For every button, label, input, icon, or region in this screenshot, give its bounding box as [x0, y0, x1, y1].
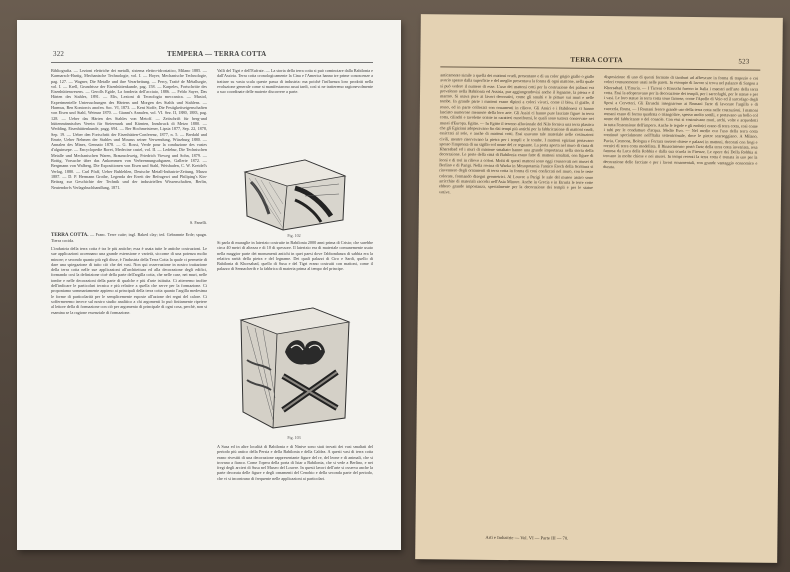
left-col1-body: L'industria della terra cotta è tra le più antiche; essa è usata tutte le antiche costruzioni. Le sue applicazioni accennano una grande estensione e varietà, siccome di una potenza molto minore; e secondo quanto più egli disse, è l'industria della Terra Cotta la quale ci permette di dare una spiegazione di tutto ciò che dei vasi. Non qui osservazione in nostro trattazione della terra cotta nelle sue applicazioni all'architettura ed alla decorazione degli edifici, formando così la definizione cioè della parte dell'argilla cotta, che nelle case, nei muri, nelle tombe e nelle decorazioni della parte di qualche e più d'arte istituita. Ci atterremo inoltre dell'indicare le particolari tecnica e più relative a quella che serve per la formazione. Ci proponiamo sommariamente appieno ai principali della terra cotta quanto l'argilla medesima le forme di particolarità per le semplicemente esposte all'azione dei regni del calore. Ci soffermeremo invece sul nostro studio analitico a chi argomenti lo può finitamente ripetere al lettore della di formazione con ciò per argomento di principale di ogni cosa, perchè, non si esamina se la ragione essenziale di formazione. [51, 246, 207, 315]
right-page [415, 14, 783, 563]
left-col1-bibliography: Bibliografia. — Lezioni elettriche dei metalli, sistema elettro-idrostatico, Milano 1885. — Karmarsch-Hartig, Mechanische Technologie, vol. I. — Hoyer, Mechanische Technologie, pag. 127. — Wagner, Die Metalle und ihre Verarbeitung. — Percy, Traité de Métallurgie, vol. I. — Krell, Grundrisse der Eisenhüttenkunde, pag. 158. — Karpeles, Fortschritte des Eisenhüttenwesens. — Gerolls Egide, La fonderia dell'acciaio, 1886. — Feldo Sayer, Das Härten des Stahles, 1891. — Elis, Lezioni di Tecnologia meccanica. — Musiol, Experimentelle Untersuchungen des Härtens und Morgen des Stahls und Stahlens. — Harmus, Ben Kontorcis anofen. Soc. VI, 1873. — Kent Stoffe, Die Festigkeitseigenschaften von Eisen und Stahl, Weimar 1870. — Gianni's Annalen, vol. VI. Sez. II, 1880, 1883, pag. 128. — Ueber das Härten des Stahles von Metoff. — Zeitschrift für berg-und hüttenmännisches Verein für Steiermark und Kärnten, Innsbruck di Metzo 1880. — Wedding, Eisenhüttenkunde, pagg. 694. — Ber Hochmeistener, Lipsia 1877, Sep. 22, 1878, Sep. 19. — Ueber den Fortschritt der Eisenhütten-Conferenz, 1877, n. 5. — Bredahl und Emrie, Ueber Nehmen der Stahles und Mourus seiner Verwendung, Würzburg 1880. — Annalen des Mines, Gennaio 1878. — G. Rossi, Verde pour la conduzione des vastes d'alguinsepe. — Encyclopedie Roret, Medecine castel, vol. II. — Ledebur, Die Technischen Metalle und Mechanischen Waren, Braunschweig, Friedrich Vieweg und Sohn, 1879. — Bottig, Vorsuche über das Ankommen von Verbrennungsabgasen, Gallerie 1872. — Bergmann von Walberg, Die Expositionen von Eisen und Stahl, Weisbaden, C. W. Kreidel's Verlag, 1880. — Carl Pfaff, Ueber Bublehlen, Deutsche Metall-Industrie-Zeitung, Marzo 1887. — D. P. Hermann Grothe, Legenda der Erreit der Befragewi und Philiping's Kin-Beitrag zur Geschichte der Technik und der industriellen Wissenschaften, Berlin, Neutendorfs Verlagsbuchhandlung, 1871. [51, 68, 207, 190]
figure-2-caption: Fig. 103 [287, 435, 301, 440]
header-rule [51, 62, 373, 63]
figure-stone-block-1 [235, 142, 355, 239]
right-running-header: TERRA COTTA [570, 55, 623, 65]
figure-1-caption: Fig. 102 [287, 233, 301, 238]
figure-terracotta-capital [233, 300, 357, 437]
right-col1: anticamente simile a quella dei mattoni crudi, presentano e di un color grigio giallo o giallo avorio spesso dalla superficie e del meglio presentava la forma di ogni mattone, nella quale si può vedere il numero di esse. L'uso dei mattoni cotti per la costruzione dei palazzi era prevalente nella Babilonia ed Assiria, pur aggiungendovisi anche il legname, la pietra e il marmo. Si usava pure ai lavori decorativi, come gli smalti e le pitture sui muri e nelle tombe. In grande parte i mattoni erano dipinti a colori vivaci, come il bleu, il giallo, il rosso, ed in parte collocati con ornamenti in rilievo. Gli Assiri e i Babilonesi ci hanno lasciato numerose memorie della loro arte. Gli Assiri ci hanno pure lasciato figure in terra cotta, cilindri e tavolette scritte in caratteri cuneiformi, le quali sono tuttora conservate nei musei d'Europa. Egitto. — In Egitto il terreno alluvionale del Nilo forniva una terra plastica che gli Egiziani adoperavano fin dai tempi più antichi per la fabbricazione di mattoni crudi, essiccati al sole, e anche di mattoni cotti. Essi usavano tale materiale nelle costruzioni civili, mentre riservavano la pietra per i templi e le tombe. I mattoni egiziani portavano spesso l'impronta di un sigillo col nome del re regnante. La porta aperta nel muro di cinta di Kharsabad ed i muri di mattone smaltato hanno una grande importanza nella storia della decorazione. Le porte della città di Babilonia erano fatte di mattoni smaltati, con figure di leoni e di tori in rilievo a colori. Molti di questi mattoni sono oggi conservati nei musei di Berlino e di Parigi. Nella rovina di Warka in Mesopotamia l'antico Erech della Scrittura si rinvennero degli ornamenti di terra cotta in forma di coni conficcati nel muro, con le teste colorate, formando disegni geometrici. Al Louvre a Parigi le sale del museo assiro sono arricchite di materiali raccolti nell'Asia Minore. Anche in Grecia e in Etruria le terre cotte ebbero grande importanza, specialmente per la decorazione dei templi e per le statue votive. [438, 72, 595, 194]
left-page [17, 20, 401, 550]
left-running-header: TEMPERA — TERRA COTTA [167, 50, 267, 58]
right-col2: disposizione di uno di questi formato di tamburi ad affrescare in forma di trapezio e coi colori comunemente usati nelle pareti. In esempio di lavoro si trova nel palazzo di Sargon a Khorsabad. L'Etruria. — I Tirreni o Etruschi furono in Italia i maestri nell'arte della terra cotta. Essi la adoperavano per la decorazione dei templi, per i sarcofaghi, per le statue e per i vasi. Le loro statue in terra cotta sono famose, come l'Apollo di Veio ed il sarcofago degli Sposi a Cerveteri. Gli Etruschi insegnarono ai Romani l'arte di lavorare l'argilla e di cuocerla. Roma. — I Romani fecero grande uso della terra cotta nelle costruzioni. I mattoni romani erano di forma quadrata o triangolare, spesso molto sottili, e portavano un bollo col nome del fabbricante o del console. Con essi si costruivano muri, archi, volte e acquedotti in tutta l'estensione dell'impero. Anche le tegole e gli embrici erano di terra cotta, così come i tubi per le condutture d'acqua. Medio Evo. — Nel medio evo l'uso della terra cotta continuò specialmente nell'Italia settentrionale, dove le pietre scarseggiano. A Milano, Pavia, Cremona, Bologna e Ferrara sorsero chiese e palazzi in mattoni, decorati con fregi e cornici di terra cotta modellata. Il Rinascimento portò l'arte della terra cotta invetriata, resa famosa da Luca della Robbia e dalla sua scuola in Firenze. Le opere dei Della Robbia si trovano in molte chiese e nei musei. In tempi recenti la terra cotta è tornata in uso per la decorazione delle facciate e per i lavori ornamentali, con grande vantaggio economico e durata. [603, 74, 759, 170]
left-col2-bottom: A Susa ed in altre località di Babilonia e di Ninive sono stati trovati dei vasi smaltati del periodo più antico della Persia e della Babilonia e della Caldea. A questi vasi di terra cotta erano rivestiti di una decorazione rappresentante figure del re, del leone e di animali, che si trovano a fianco. Come l'opera della porta di Istar a Babilonia, che si vede a Berlino, e nei fregi degli arcieri di Susa nel Museo del Louvre. In questi lavori dell'arte si osserva anche la parte decorata delle figure e degli ornamenti del Cenobio e della seconda parte del periodo, che vi si incontrano di frequente nelle applicazioni ai particolari. [217, 444, 373, 481]
right-header-rule [440, 66, 760, 70]
left-col2-mid: Si parla di muraglie in laterizio costruite in Babilonia 2000 anni prima di Cristo; che sarebbe circa 40 metri di altezza e di 10 di spessore. Il laterizio era di materiale comunemente usato nella maggior parte dei monumenti antichi in quei paesi dove l'abbondanza di sabbia era la relativa rarità della pietra e del legname. Dei quali palazzi di Ciro e Sardi, quello di Babilonia di Khorsabad, quello di Susa e del Tigri erano costruiti con mattoni, come il palazzo di Sennacherib e la fabbrica di materia prima al tempo del principe. [217, 240, 373, 272]
left-col1-author: S. Fanelli. [189, 220, 207, 225]
right-page-number: 523 [738, 57, 750, 66]
left-col2-intro: Valli del Tigri e dell'Eufrate. — La storia della terra cotta si può cominciare dalla Babilonia e dall'Assiria. Terra cotta cronologicamente la Cina e l'America hanno tre prime conoscenze a trattare su vasta scala queste passa di industria: ma poiché l'influenza loro prodotti nella evoluzione generale come si manifestarono assai tardi, così si ne tratteremo ragionevolmente a suo coordinate delle materie discorrere a parte. [217, 68, 373, 95]
left-page-number: 322 [53, 50, 65, 58]
section-subtitle: — Franc. Terre cuite; ingl. Baked clay; ted. Gebrannte Erde; spagn. Tierra cocida. [51, 232, 207, 244]
right-page-footer: Arti e Industrie — Vol. VI — Parte III — 70. [485, 534, 569, 541]
left-col1-section-heading [51, 232, 207, 244]
section-title: TERRA COTTA. [51, 233, 89, 238]
